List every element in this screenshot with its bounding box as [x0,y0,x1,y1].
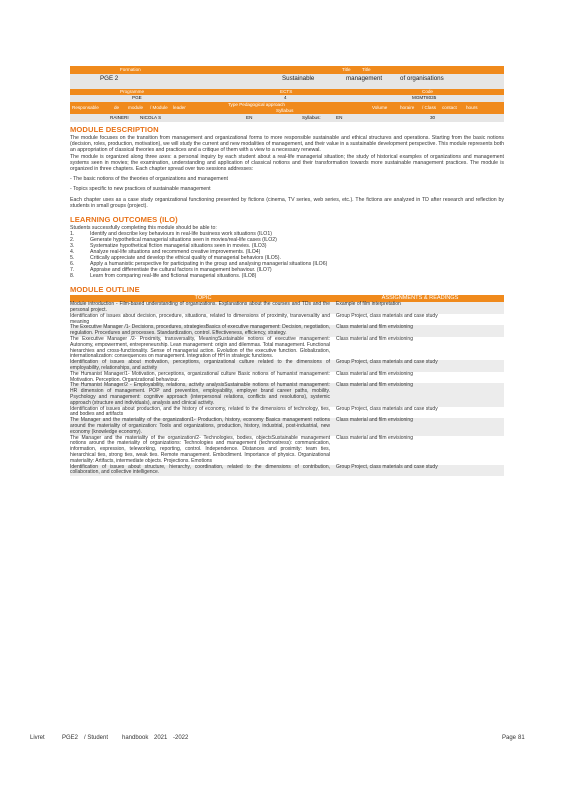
volume-label: Volume [372,105,388,110]
table-row: Identification of issues about structure, hierarchy, coordination, related to the dimensions of contribution, collaboration, and collective intelligence. Group Project, class materials and case study [70,465,504,477]
formation-label: Formation [120,66,141,72]
list-item: 8. Learn from comparing real-life and fictional managerial situations. (ILO8) [70,273,257,280]
hours-value: 30 [430,114,436,120]
footer-year-1: 2021 [154,735,168,741]
list-item: 2. Generate hypothetical managerial situations seen in movies/real-life cases (ILO2) [70,237,277,244]
approach-label-2: Syllabus [276,107,294,113]
list-item: 5. Critically appreciate and develop the ethical quality of managerial behaviors (ILO5). [70,255,281,262]
footer-livret: Livret [30,735,45,741]
table-row: The Manager and the materiality of the organization/1- Production, history, economy Basics management notions around the materiality of organization: Tools and organizations, production, history, industrial, post-industrial, new economy (knowledge economy). Class material and film envisioning [70,418,504,435]
header-row-leader [70,102,504,114]
approach-label: Type Pedagogical approach [228,102,285,107]
resp-2: de [114,105,120,110]
code-value: MGMT8035 [412,95,437,100]
description-bullet-1: - The basic notions of the theories of organizations and management [70,176,228,183]
class-label: / Class [422,105,437,110]
resp-4: / Module [150,105,168,110]
learning-outcomes-title: LEARNING OUTCOMES (ILO) [70,215,178,225]
language-value: EN [246,114,253,120]
column-header-assignments: ASSIGNMENTS & READINGS [336,295,504,302]
programme-label: Programme [120,88,144,94]
resp-5: leader [173,105,186,110]
syllabus-label: Syllabus: [302,114,321,120]
description-paragraph-1: The module focuses on the transition from management and organizational forms to more responsible sustainable and ethical structures and operations. Starting from the basic notions (decision, roles, production, motivation), we will study the current and new modalities of management, and their value in a sustainable development perspective. This module represents both an appropriation of classical theories and practices and a critique of them with a view to a necessary renewal. [70,135,504,154]
list-item: 4. Analyze real-life situations and recommend creative improvements. (ILO4) [70,249,261,256]
footer-handbook: handbook [122,735,149,741]
leader-name-1: RAINERI [110,114,129,120]
table-row: Identification of issues about decision, procedure, situations, related to dimensions of proximity, transversality and meaning Group Project, class materials and case study [70,312,438,325]
column-header-topic: TOPIC [70,295,336,302]
syllabus-language: EN [336,114,343,120]
header-row-leader-values [70,114,504,122]
footer-year-2: -2022 [173,735,189,741]
resp-1: Responsable [72,105,99,110]
leader-name-2: NICOLA S [140,114,162,120]
course-title-3: of organisations [400,75,444,82]
module-outline-table [70,295,504,476]
course-code: PGE 2 [100,75,119,82]
module-info-table [70,66,504,122]
header-row-formation [70,66,504,74]
header-row-programme-values [70,95,504,102]
table-row: The Executive Manager /1- Decisions, procedures, strategiesBasics of executive management: Decision, negotiation, regulation. Procedures and processes. Standardization, control. Effectiveness, efficiency, strategy. Class material and film envisioning [70,325,504,337]
header-row-course [70,74,504,84]
course-title-1: Sustainable [282,75,315,82]
table-row: The Humanist Manager/2 - Employability, relations, activity analysisSustainable notions of humanist management: HR dimension of management. POP and prevention, employability, employer brand career paths, mobility. Psychology and management: cognitive approach (interpersonal relations, conflicts and resolutions), systemic approach (structure and individuals), analysis and clinical activity. Class material and film envisioning [70,383,504,406]
module-outline-title: MODULE OUTLINE [70,285,140,295]
horaire-label: horaire [400,105,415,110]
learning-outcomes-intro: Students successfully completing this module should be able to: [70,225,217,232]
list-item: 7. Appraise and differentiate the cultural factors in management behaviour. (ILO7) [70,267,272,274]
table-row: Identification of issues about motivation, perceptions, organizational culture related to the dimensions of employability, relationships, and activity Group Project, class materials and case study [70,360,504,372]
table-row: Identification of issues about production, and the history of economy, related to the dimensions of technology, ties, and bodies and artifacts Group Project, class materials and case study [70,405,438,418]
description-paragraph-3: Each chapter uses as a case study organizational functioning presented by fictions (cinema, TV series, web series, etc.). The fictions are analyzed in TD after research and reflection by students in small groups (project). [70,196,504,209]
table-row: The Humanist Manager/1- Motivation, perceptions, organizational culture Basic notions of humanist management: Motivation. Perception. Organizational behaviour. Class material and film envisioning [70,370,413,383]
list-item: 3. Systematize hypothetical fiction managerial situations seen in movies. (ILO3) [70,243,267,250]
module-description-title: MODULE DESCRIPTION [70,125,159,134]
resp-3: module [128,105,144,110]
table-row: The Manager and the materiality of the organization/2- Technologies, bodies, objectsSustainable management notions around the materiality of organizations: Technologies and management (technostress): communication, information, expression, teleworking, reporting, control. Independence. Distances and proximity: team ties, hierarchical ties, strong ties, weak ties. Remote management. Embodiment. Importance of physics. Organizational materiality: Artifacts, intermediate objects. Projections. Emotions Class material and film envisioning [70,434,413,464]
description-bullet-2: - Topics specific to new practices of sustainable management [70,186,211,193]
footer-pge: PGE2 [62,735,79,741]
ects-value: 4 [284,95,287,100]
table-row: Module introduction - Film-based understanding of organizations. Explanations about the courses and TDs and the personal project. Example of film interpretation [70,302,504,314]
list-item: 1. Identify and describe key behaviours in real-life business work situations (ILO1) [70,231,272,238]
contact-label: contact [442,105,457,110]
title-label-2: Title [362,66,371,72]
code-label: Code [422,88,433,94]
table-row: The Executive Manager /2- Proximity, transversality, MeaningSustainable notions of executive management: Autonomy, empowerment, entrepreneurship. Lean management: origin and dilemmas. Total management. Functional hierarchies and cross-functionality. Sense of managerial action. Evolution of the executive function. Globalization, internationalization: consequences on management. Integration of HH in strategic functions. Class material and film envisioning [70,336,413,360]
footer-student: / Student [84,735,109,741]
footer-page-number: 81 [518,735,525,741]
page [70,66,504,476]
description-paragraph-2: The module is organized along three axes: a personal inquiry by each student about a real-life managerial situation; the study of historical examples of organizations and management systems seen in movies; the examination, understanding and application of classical notions and their transformation towards more sustainable management practices. The module is organized in three chapters. Each chapter spread over two sessions addresses: [70,153,504,173]
course-title-2: management [346,75,383,82]
hours-label: hours [466,105,478,110]
title-label: Title [342,66,351,72]
programme-value: PGE [132,95,142,100]
learning-outcomes-list [70,231,504,279]
list-item: 6. Apply a humanistic perspective for participating in the group and analysing managerial situations (ILO6) [70,261,328,268]
ects-label: ECTS [280,88,293,94]
footer-page-label: Page [502,735,517,741]
